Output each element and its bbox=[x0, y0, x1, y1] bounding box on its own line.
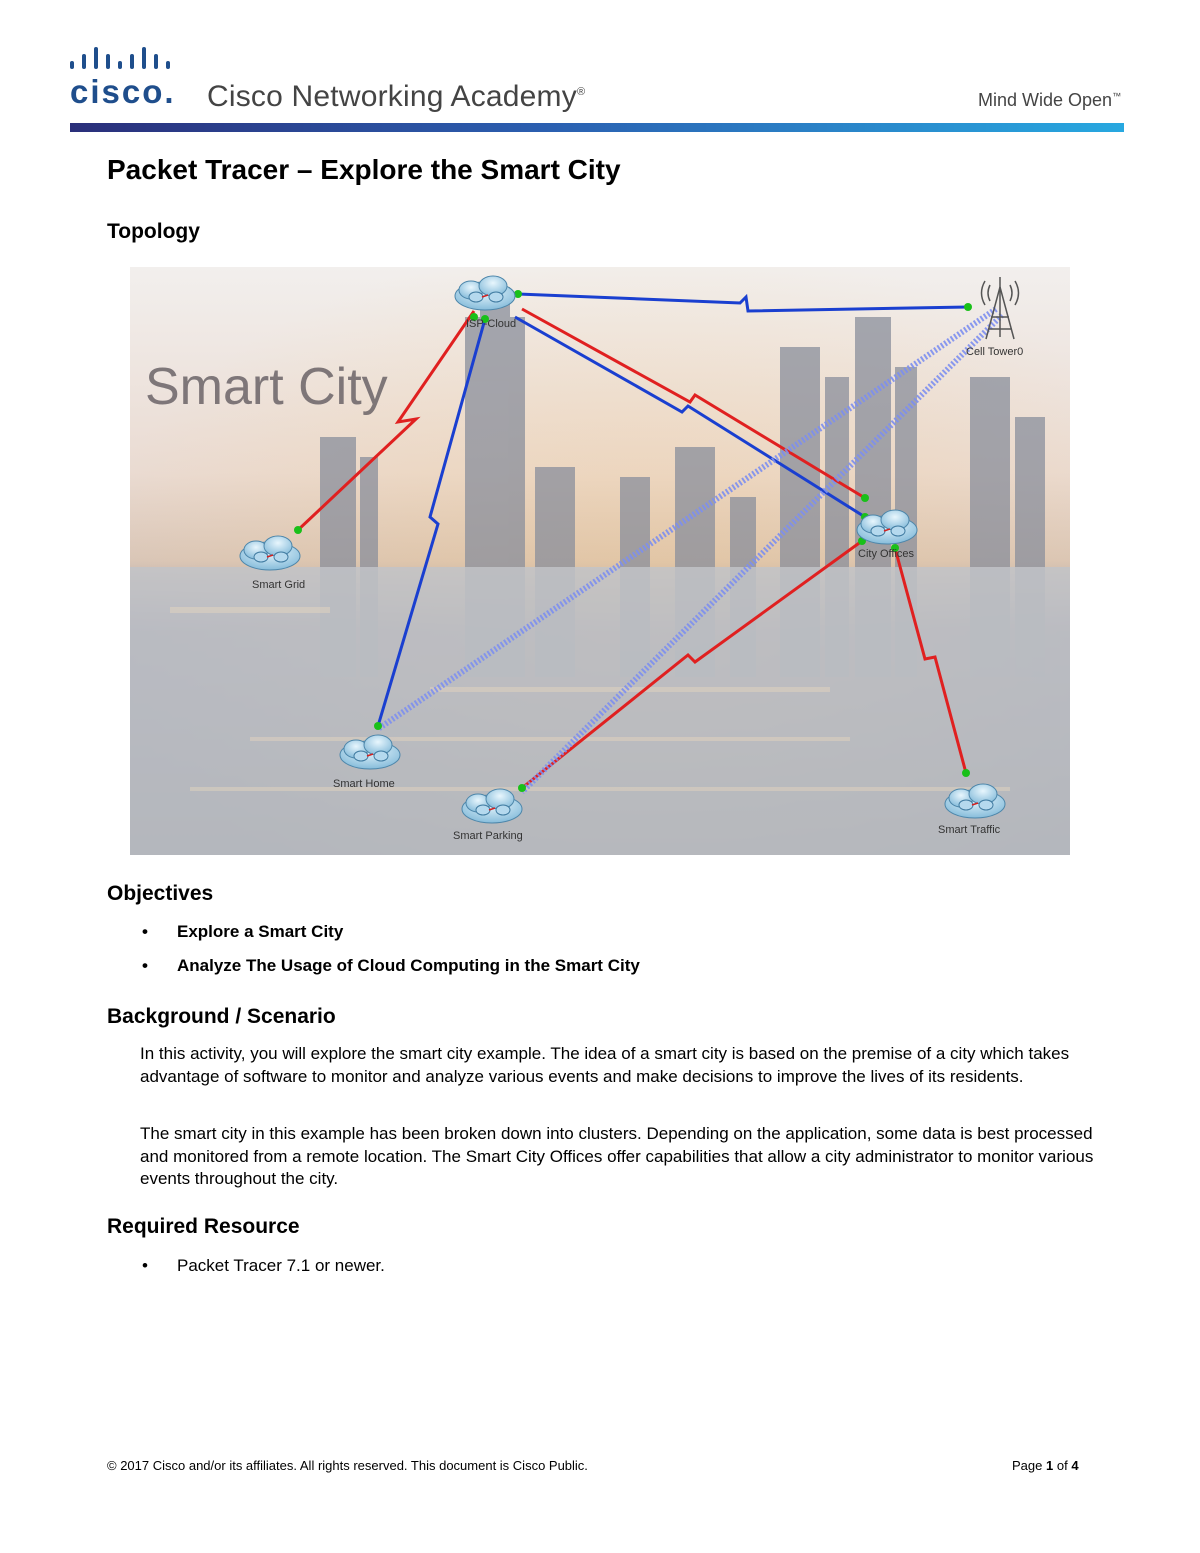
topology-heading: Topology bbox=[107, 220, 200, 243]
tagline: Mind Wide Open™ bbox=[978, 90, 1122, 110]
background-heading: Background / Scenario bbox=[107, 1005, 336, 1028]
topology-diagram bbox=[130, 267, 1070, 855]
academy-name: Cisco Networking Academy® bbox=[207, 80, 586, 113]
label-smart-grid: Smart Grid bbox=[252, 579, 306, 591]
cisco-wordmark: cisco. bbox=[70, 73, 176, 110]
list-item: • Packet Tracer 7.1 or newer. bbox=[140, 1255, 385, 1289]
objectives-heading: Objectives bbox=[107, 882, 214, 905]
label-smart-traffic: Smart Traffic bbox=[938, 824, 1001, 836]
list-item: • Explore a Smart City bbox=[140, 921, 640, 955]
label-cell-tower: Cell Tower0 bbox=[966, 346, 1024, 358]
label-isp-cloud: ISP-Cloud bbox=[466, 318, 517, 330]
header-gradient-bar bbox=[70, 123, 1124, 132]
page-header bbox=[0, 0, 1200, 140]
smart-city-watermark: Smart City bbox=[145, 358, 388, 416]
page-title: Packet Tracer – Explore the Smart City bbox=[107, 154, 621, 185]
label-city-offices: City Offices bbox=[858, 548, 915, 560]
footer-copyright: © 2017 Cisco and/or its affiliates. All rights reserved. This document is Cisco Public. bbox=[107, 1458, 588, 1473]
objectives-list bbox=[140, 921, 640, 989]
background-paragraph-2: The smart city in this example has been broken down into clusters. Depending on the application, some data is best processed and monitored from a remote location. The Smart City Offices offer capabilities that allow a city administrator to monitor various events throughout the city. bbox=[140, 1124, 1094, 1188]
label-smart-home: Smart Home bbox=[333, 778, 395, 790]
footer-page-number: Page 1 of 4 bbox=[1012, 1458, 1079, 1473]
background-paragraph-1: In this activity, you will explore the smart city example. The idea of a smart city is based on the premise of a city which takes advantage of software to monitor and analyze various events and make decisions to improve the lives of its residents. bbox=[140, 1044, 1070, 1086]
list-item: • Analyze The Usage of Cloud Computing in the Smart City bbox=[140, 955, 640, 989]
label-smart-parking: Smart Parking bbox=[453, 830, 523, 842]
cisco-logo-bars-icon bbox=[70, 44, 180, 74]
resource-heading: Required Resource bbox=[107, 1215, 300, 1238]
resource-list bbox=[140, 1255, 385, 1289]
